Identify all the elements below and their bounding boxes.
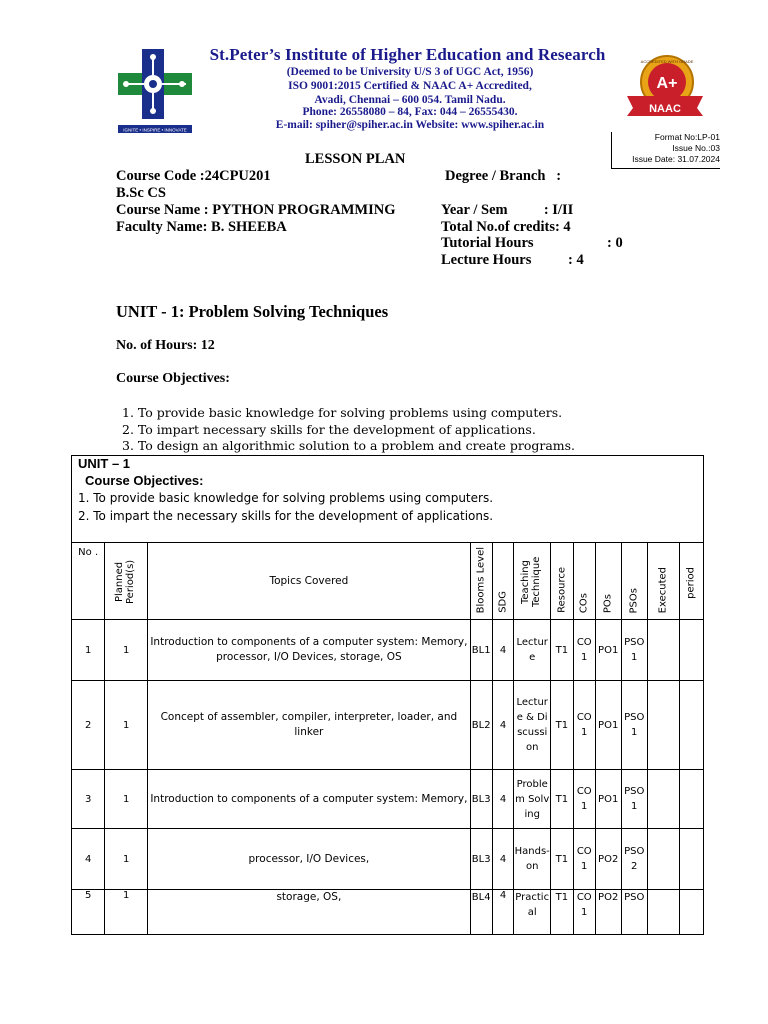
objectives-list — [122, 405, 575, 455]
address-line: Phone: 26558080 – 84, Fax: 044 – 26555430. — [302, 106, 518, 118]
table-row: 1 1 Introduction to components of a computer system: Memory, processor, I/O Devices, storage, OS BL1 4 Lecture T1 CO1 PO1 PSO1 — [72, 620, 704, 681]
box-objectives-label: Course Objectives: — [85, 473, 204, 488]
degree-value: B.Sc CS — [116, 185, 166, 201]
lecture-hours-label: Lecture Hours — [441, 252, 532, 268]
degree-branch: Degree / Branch : — [445, 168, 562, 184]
contact-line: E-mail: spiher@spiher.ac.in Website: www.spiher.ac.in — [275, 119, 545, 131]
course-name: Course Name : PYTHON PROGRAMMING — [116, 202, 396, 218]
col-header-sdg: SDG — [492, 543, 514, 620]
col-header-period: period — [679, 543, 703, 620]
svg-text:NAAC: NAAC — [649, 103, 681, 115]
unit-hours: No. of Hours: 12 — [116, 338, 215, 353]
col-header-executed: Executed — [647, 543, 679, 620]
faculty-name: Faculty Name: B. SHEEBA — [116, 219, 287, 235]
table-row: 4 1 processor, I/O Devices, BL3 4 Hands-on T1 CO1 PO2 PSO2 — [72, 829, 704, 890]
col-header-resource: Resource — [550, 543, 573, 620]
unit-heading: UNIT - 1: Problem Solving Techniques — [116, 302, 389, 321]
lecture-hours-value: : 4 — [568, 252, 584, 268]
address-line: (Deemed to be University U/S 3 of UGC Act, 1956) — [286, 66, 534, 78]
col-header-topics: Topics Covered — [148, 543, 471, 620]
svg-text:A+: A+ — [656, 75, 678, 92]
institute-logo — [116, 47, 194, 135]
format-number: Format No:LP-01 — [654, 132, 720, 142]
issue-number: Issue No.:03 — [672, 143, 720, 153]
objective-item: 3. To design an algorithmic solution to a problem and create programs. — [122, 438, 576, 453]
box-objective-item: 2. To impart the necessary skills for the development of applications. — [78, 508, 494, 523]
box-unit-title: UNIT – 1 — [78, 456, 131, 471]
address-line: Avadi, Chennai – 600 054. Tamil Nadu. — [314, 94, 506, 106]
col-header-blooms: Blooms Level — [470, 543, 492, 620]
format-info-box — [611, 132, 720, 169]
tutorial-hours-label: Tutorial Hours — [441, 235, 534, 251]
issue-date: Issue Date: 31.07.2024 — [632, 154, 720, 164]
lesson-plan-table — [71, 542, 704, 935]
col-header-cos: COs — [573, 543, 595, 620]
col-header-no: No . — [72, 543, 105, 620]
objective-item: 2. To impart necessary skills for the development of applications. — [122, 421, 536, 437]
svg-text:ACCREDITED WITH GRADE: ACCREDITED WITH GRADE — [640, 59, 694, 64]
col-header-planned: Planned Period(s) — [105, 543, 148, 620]
institute-name: St.Peter’s Institute of Higher Education and Research — [209, 45, 606, 64]
col-header-pos: POs — [595, 543, 621, 620]
lesson-plan-title: LESSON PLAN — [305, 151, 406, 167]
table-row: 5 1 storage, OS, BL4 4 Practical T1 CO1 PO2 PSO — [72, 890, 704, 935]
box-objectives-list — [78, 490, 493, 525]
address-line: ISO 9001:2015 Certified & NAAC A+ Accredited, — [288, 80, 532, 92]
total-credits: Total No.of credits: 4 — [441, 219, 571, 235]
table-header-row — [72, 543, 704, 620]
table-row: 2 1 Concept of assembler, compiler, interpreter, loader, and linker BL2 4 Lecture & Discussion T1 CO1 PO1 PSO1 — [72, 681, 704, 770]
naac-badge-icon — [625, 52, 705, 122]
year-sem: Year / Sem : I/II — [441, 202, 574, 218]
objective-item: 1. To provide basic knowledge for solving problems using computers. — [122, 405, 563, 420]
col-header-psos: PSOs — [621, 543, 647, 620]
table-row: 3 1 Introduction to components of a computer system: Memory, BL3 4 Problem Solving T1 CO1 PO1 PSO1 — [72, 770, 704, 829]
course-objectives-label: Course Objectives: — [116, 371, 230, 386]
tutorial-hours-value: : 0 — [607, 235, 623, 251]
box-objective-item: 1. To provide basic knowledge for solving problems using computers. — [78, 491, 494, 505]
svg-text:IGNITE • INSPIRE • INNOVATE: IGNITE • INSPIRE • INNOVATE — [123, 127, 187, 133]
col-header-teaching: Teaching Technique — [514, 543, 550, 620]
course-code: Course Code :24CPU201 — [116, 168, 271, 184]
